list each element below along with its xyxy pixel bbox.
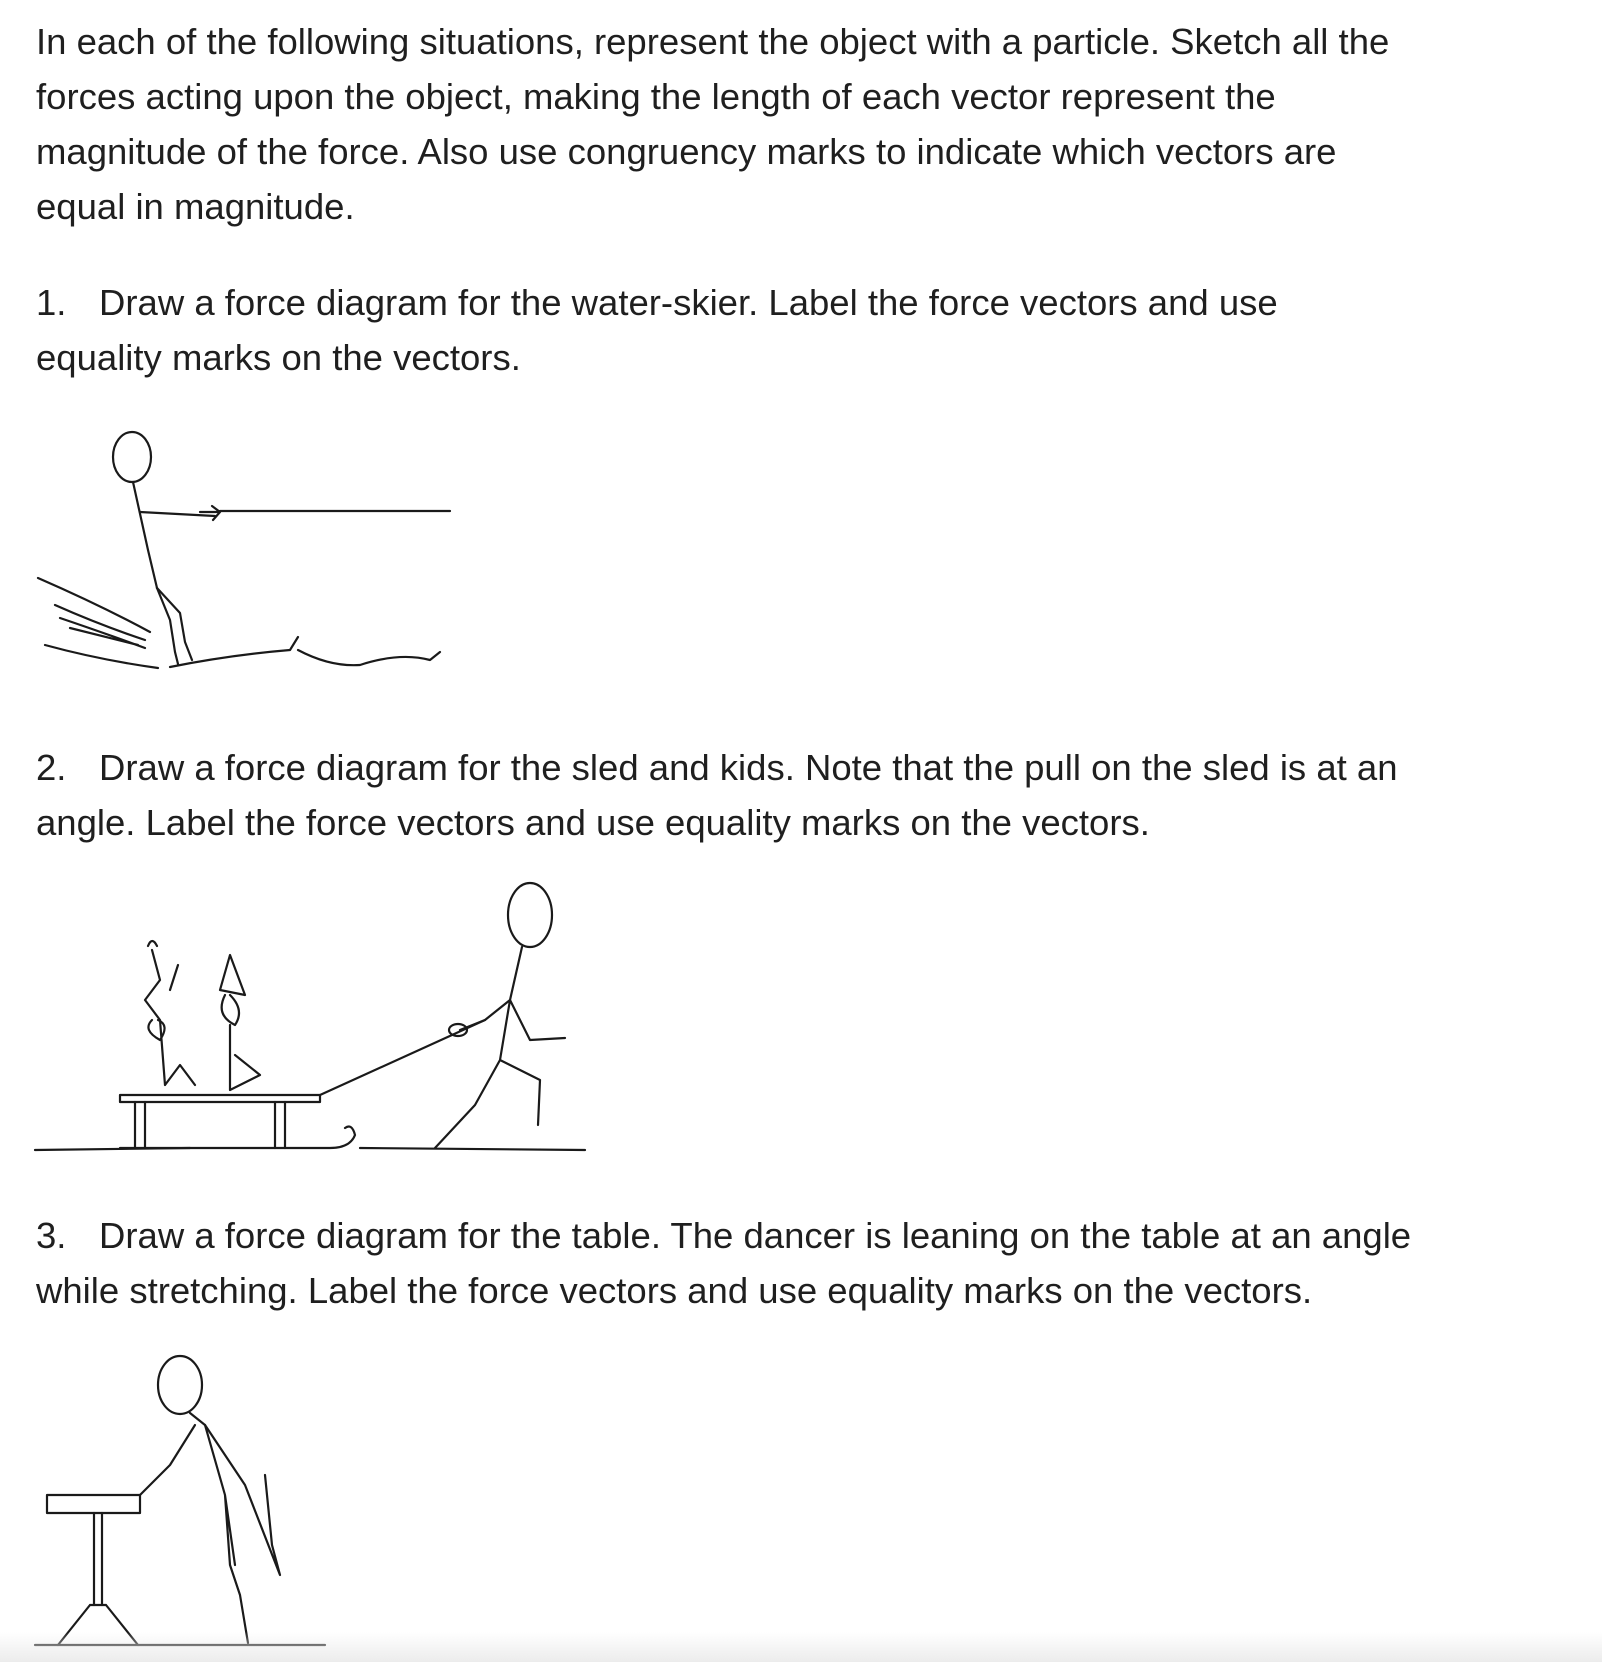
skier-head (113, 432, 151, 482)
intro-line: In each of the following situations, represent the object with a particle. Sketch all the (36, 21, 1390, 62)
question-1 (36, 275, 1536, 385)
question-1-line-1 (36, 275, 1536, 330)
question-3-text: Draw a force diagram for the table. The dancer is leaning on the table at an angle (99, 1215, 1412, 1256)
water-spray (38, 578, 158, 668)
dancer-head (158, 1356, 202, 1414)
question-1-line-2: equality marks on the vectors. (36, 337, 521, 378)
question-1-number: 1. (36, 282, 67, 323)
table-leg (94, 1513, 102, 1605)
water-skier-drawing (30, 420, 470, 680)
question-3 (36, 1208, 1536, 1318)
intro-paragraph (36, 14, 1536, 234)
puller-arms (460, 1000, 565, 1040)
table-top (47, 1495, 140, 1513)
question-2-line-1 (36, 740, 1536, 795)
intro-line: equal in magnitude. (36, 186, 355, 227)
water-ski (170, 637, 440, 667)
sled-runner (120, 1127, 355, 1148)
sled-and-kids-drawing (30, 880, 590, 1160)
sled-legs (135, 1102, 285, 1148)
question-3-number: 3. (36, 1215, 67, 1256)
intro-line: magnitude of the force. Also use congruency marks to indicate which vectors are (36, 131, 1337, 172)
kid-2 (220, 955, 260, 1090)
sled-seat (120, 1095, 320, 1102)
question-3-line-2: while stretching. Label the force vectors and use equality marks on the vectors. (36, 1270, 1313, 1311)
question-2-line-2: angle. Label the force vectors and use equality marks on the vectors. (36, 802, 1150, 843)
question-2-number: 2. (36, 747, 67, 788)
puller-body (435, 947, 540, 1148)
dancer-arm-raised (205, 1425, 280, 1575)
skier-handle (200, 506, 220, 520)
kid-1 (145, 941, 195, 1085)
question-2-text: Draw a force diagram for the sled and kids. Note that the pull on the sled is at an (99, 747, 1398, 788)
intro-line: forces acting upon the object, making the length of each vector represent the (36, 76, 1276, 117)
skier-torso (133, 482, 157, 588)
puller-head (508, 883, 552, 947)
question-3-line-1 (36, 1208, 1536, 1263)
page-bottom-edge (0, 1632, 1602, 1662)
tow-rope (320, 1020, 485, 1095)
dancer-arm-table (140, 1425, 195, 1495)
dancer-and-table-drawing (30, 1355, 330, 1655)
question-1-text: Draw a force diagram for the water-skier. Label the force vectors and use (99, 282, 1278, 323)
question-2 (36, 740, 1536, 850)
